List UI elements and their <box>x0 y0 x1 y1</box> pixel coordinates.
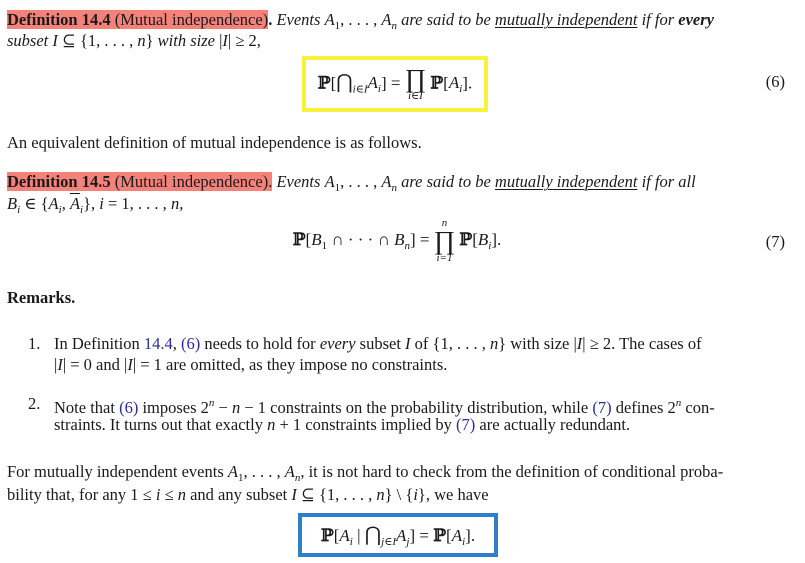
def144-equation: $ℙ[⋂_{i\in I}A_i]$ = ∏ i∈I $ℙ[A_i]$. <box>317 63 473 102</box>
closing-equation: $ℙ[A_i$ | $⋂_{j\in I}A_j$] = $ℙ[A_i]$. <box>320 524 476 548</box>
def145-equation: $ℙ[B_1$ ∩ · · · ∩ $B_n$] = n ∏ i=1 $ℙ[B_i]$. <box>292 217 502 264</box>
def144-term: mutually independent <box>494 10 638 29</box>
link-eq-6[interactable]: (6) <box>180 334 201 353</box>
def145-label: Definition 14.5 <box>7 172 111 191</box>
link-eq-6b[interactable]: (6) <box>119 398 139 417</box>
def145-sentence-c: if for all <box>641 172 696 191</box>
def144-sentence-c: if for <box>641 10 675 29</box>
def144-line1: Definition 14.4 (Mutual independence). Events $A_1$, . . . , $A_n$ are said to be mutually independent if for every <box>7 10 714 32</box>
remark-1-line1: In Definition 14.4, (6) needs to hold for every subset I of {1, . . . , n} with size |I| ≥ 2. The cases of <box>54 334 702 353</box>
closing-equation-box <box>298 513 498 557</box>
def145-name: (Mutual independence). <box>114 172 273 191</box>
def144-sentence-b: are said to be <box>401 10 491 29</box>
def144-line2: subset I ⊆ {1, . . . , n} with size |I| ≥ 2, <box>7 31 261 50</box>
eq6-number: (6) <box>765 72 785 91</box>
remark-2-line1: Note that (6) imposes $2^n - n - 1$ constraints on the probability distribution, while (7) defines 2$^n$ con- <box>54 397 715 417</box>
def144-name: (Mutual independence) <box>114 10 269 29</box>
closing-line2: bility that, for any 1 ≤ i ≤ n and any subset I ⊆ {1, . . . , n} \ {i}, we have <box>7 485 489 504</box>
eq7-number: (7) <box>765 232 785 251</box>
def145-line2: $B_i$ ∈ {$A_i$, $\overline{A}_i$}, i = 1, . . . , n, <box>7 194 184 216</box>
link-eq-7b[interactable]: (7) <box>456 415 476 434</box>
def144-sentence-a: Events <box>276 10 321 29</box>
def144-events: $A_1$, . . . , $A_n$ <box>324 10 397 32</box>
def145-sentence-a: Events <box>276 172 321 191</box>
def145-sentence-b: are said to be <box>401 172 491 191</box>
def144-every: every <box>678 10 714 29</box>
def145-term: mutually independent <box>494 172 638 191</box>
equivalent-text: An equivalent definition of mutual independence is as follows. <box>7 133 422 152</box>
def144-label: Definition 14.4 <box>7 10 111 29</box>
link-def-14-4[interactable]: 14.4 <box>143 334 173 353</box>
remark-1-line2: |I| = 0 and |I| = 1 are omitted, as they impose no constraints. <box>54 355 448 374</box>
remarks-heading: Remarks. <box>7 288 76 307</box>
def144-equation-box <box>302 56 488 112</box>
def145-events: $A_1$, . . . , $A_n$ <box>324 172 397 194</box>
remark-1-number: 1. <box>28 334 41 353</box>
closing-line1: For mutually independent events $A_1$, . . . , $A_n$, it is not hard to check from the definition of conditional proba- <box>7 462 724 484</box>
remark-2-number: 2. <box>28 394 41 413</box>
remark-2-line2: straints. It turns out that exactly n + 1 constraints implied by (7) are actually redundant. <box>54 415 631 434</box>
link-eq-7[interactable]: (7) <box>592 398 612 417</box>
